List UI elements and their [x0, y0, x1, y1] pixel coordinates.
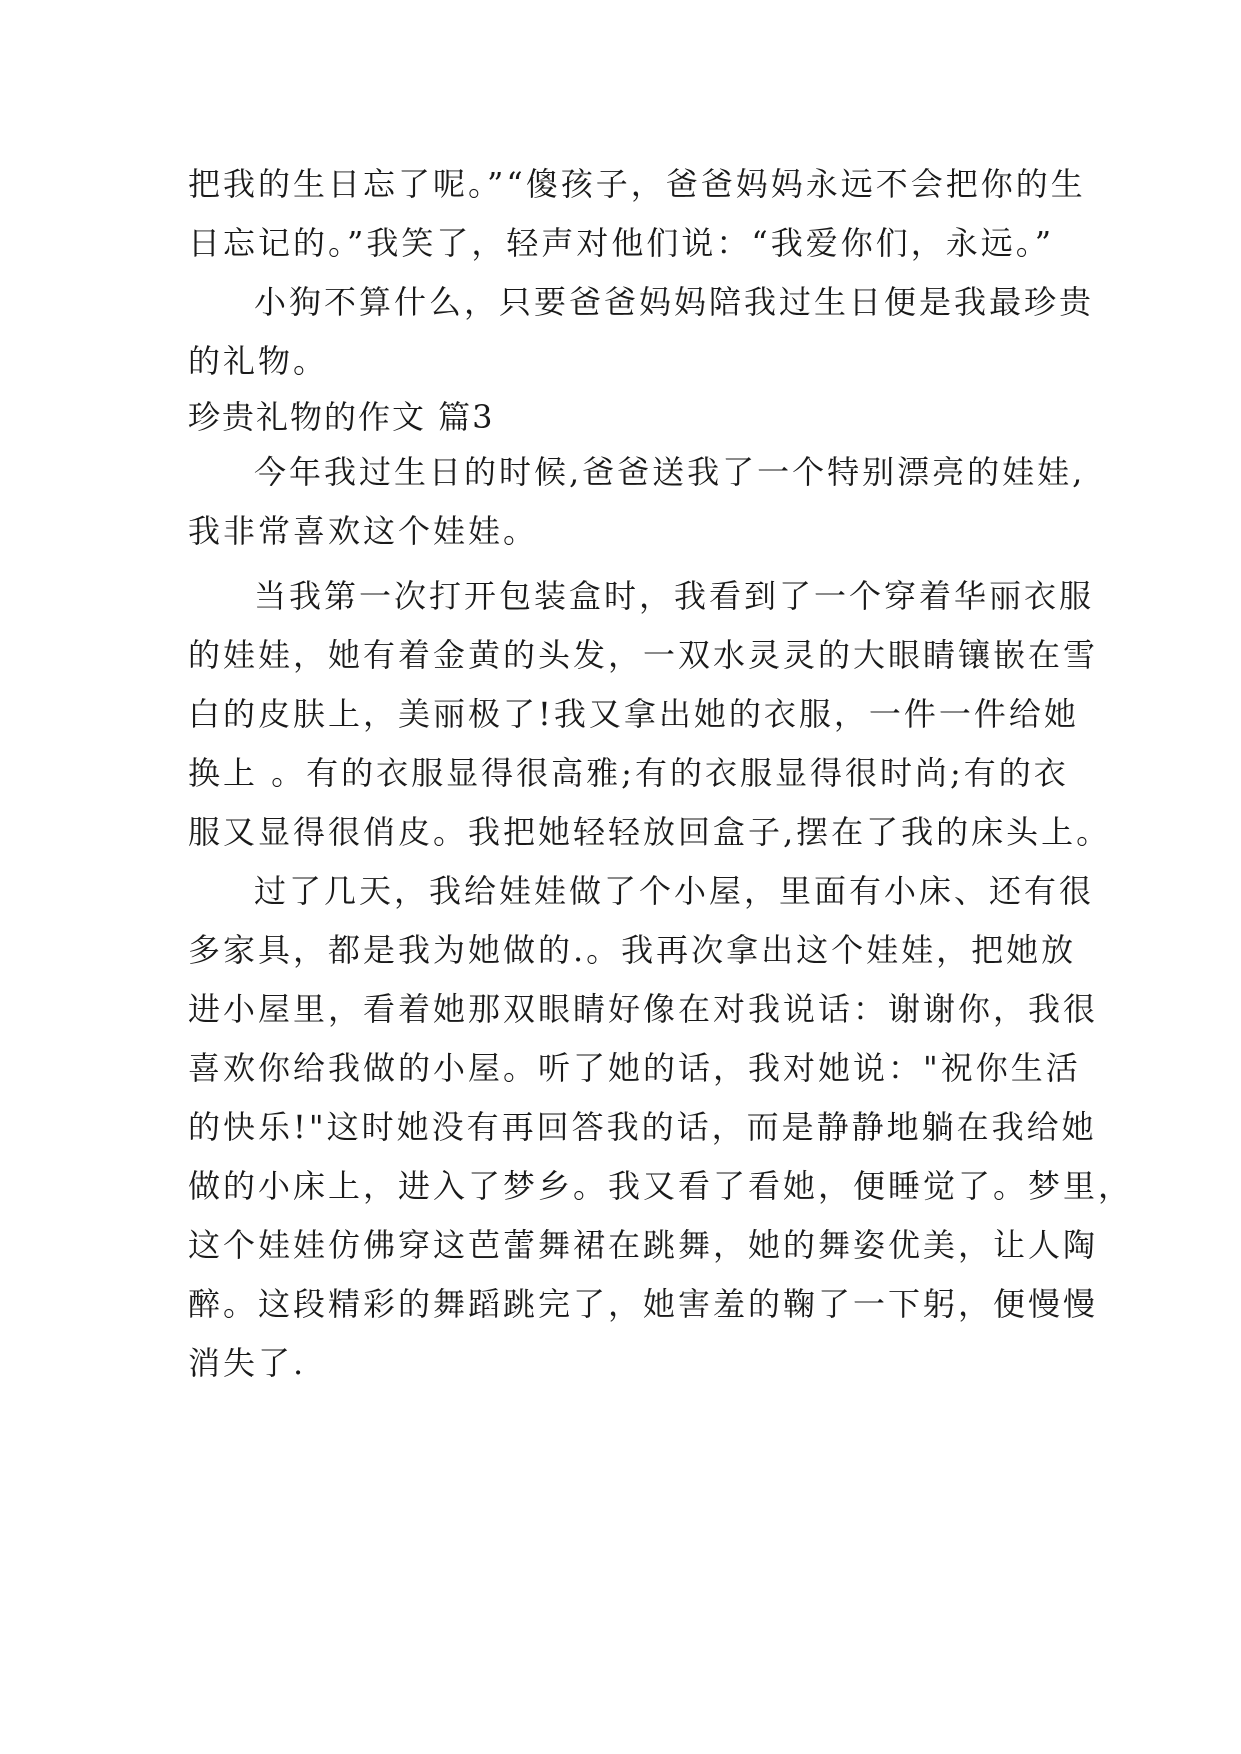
text-line: 多家具，都是我为她做的.。我再次拿出这个娃娃，把她放 — [188, 931, 1077, 969]
document-body — [188, 155, 1134, 1393]
text-line: 进小屋里，看着她那双眼睛好像在对我说话：谢谢你，我很 — [188, 990, 1099, 1028]
text-line: 日忘记的。”我笑了，轻声对他们说：“我爱你们，永远。” — [188, 224, 1055, 262]
text-line: 过了几天，我给娃娃做了个小屋，里面有小床、还有很 — [254, 872, 1095, 910]
text-line: 的快乐!"这时她没有再回答我的话，而是静静地躺在我给她 — [188, 1108, 1097, 1146]
text-line: 服又显得很俏皮。我把她轻轻放回盒子,摆在了我的床头上。 — [188, 813, 1112, 851]
text-line: 换上 。有的衣服显得很高雅;有的衣服显得很时尚;有的衣 — [188, 754, 1069, 792]
text-line: 做的小床上，进入了梦乡。我又看了看她，便睡觉了。梦里， — [188, 1167, 1134, 1205]
text-line: 我非常喜欢这个娃娃。 — [188, 512, 539, 550]
paragraph-1 — [188, 443, 1086, 561]
text-line: 醉。这段精彩的舞蹈跳完了，她害羞的鞠了一下躬，便慢慢 — [188, 1285, 1099, 1323]
text-line: 的礼物。 — [188, 342, 329, 380]
paragraph-2 — [188, 567, 1112, 862]
text-line: 小狗不算什么，只要爸爸妈妈陪我过生日便是我最珍贵 — [254, 283, 1095, 321]
paragraph-prev-closing — [188, 273, 1095, 391]
paragraph-3 — [188, 862, 1134, 1393]
text-line: 白的皮肤上，美丽极了!我又拿出她的衣服，一件一件给她 — [188, 695, 1079, 733]
text-line: 把我的生日忘了呢。”“傻孩子，爸爸妈妈永远不会把你的生 — [188, 165, 1086, 203]
text-line: 今年我过生日的时候,爸爸送我了一个特别漂亮的娃娃, — [254, 453, 1086, 491]
text-line: 这个娃娃仿佛穿这芭蕾舞裙在跳舞，她的舞姿优美，让人陶 — [188, 1226, 1099, 1264]
text-line: 喜欢你给我做的小屋。听了她的话，我对她说："祝你生活 — [188, 1049, 1081, 1087]
text-line: 的娃娃，她有着金黄的头发，一双水灵灵的大眼睛镶嵌在雪 — [188, 636, 1099, 674]
paragraph-prev-continued — [188, 155, 1086, 273]
text-line: 当我第一次打开包装盒时，我看到了一个穿着华丽衣服 — [254, 577, 1095, 615]
text-line: 消失了. — [188, 1344, 307, 1382]
section-heading: 珍贵礼物的作文 篇3 — [188, 398, 495, 436]
